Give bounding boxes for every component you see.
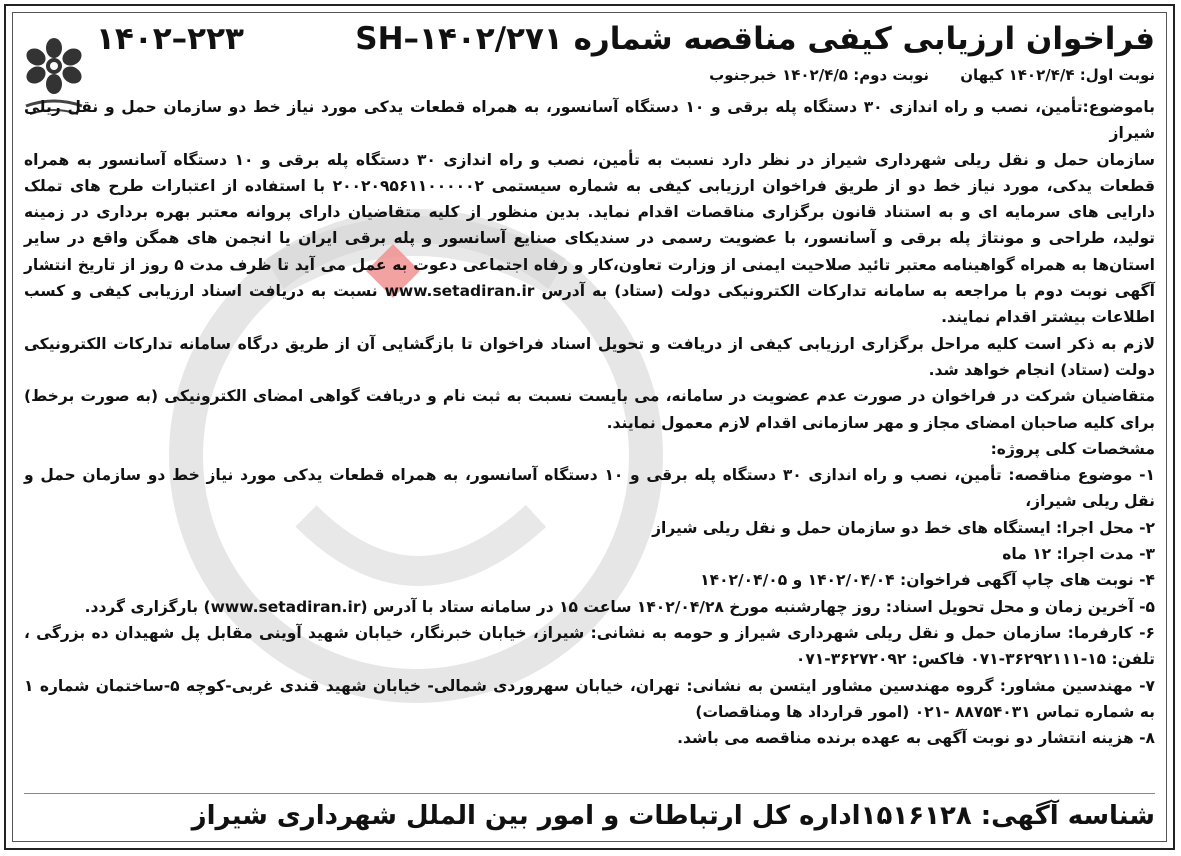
subject-paragraph: باموضوع:تأمین، نصب و راه اندازی ۳۰ دستگاه پله برقی و ۱۰ دستگاه آسانسور، به همراه قطعات یدکی مورد نیاز خط دو سازمان حمل و نقل ریلی شیراز — [24, 98, 1155, 143]
intro-text-end: نسبت به دریافت اسناد ارزیابی کیفی و کسب اطلاعات بیشتر اقدام نمایند. — [24, 282, 1155, 327]
publication-issues — [306, 66, 1155, 90]
announcement-body — [24, 94, 1155, 751]
announcement-frame — [4, 4, 1175, 850]
spec-item: ۱- موضوع مناقصه: تأمین، نصب و راه اندازی ۳۰ دستگاه پله برقی و ۱۰ دستگاه آسانسور، به همراه قطعات یدکی مورد نیاز خط دو سازمان حمل و نقل ریلی شیراز، — [24, 466, 1155, 511]
specs-heading: مشخصات کلی پروژه: — [990, 439, 1155, 458]
second-issue: نوبت دوم: ۱۴۰۲/۴/۵ خبرجنوب — [709, 66, 929, 84]
issuing-organization: اداره کل ارتباطات و امور بین الملل شهرداری شیراز — [191, 801, 861, 831]
spec-item: ۵- آخرین زمان و محل تحویل اسناد: روز چهارشنبه مورخ ۱۴۰۲/۰۴/۲۸ ساعت ۱۵ در سامانه ستاد با آدرس (www.setadiran.ir) بارگزاری گردد. — [84, 597, 1155, 616]
portal-note-paragraph: لازم به ذکر است کلیه مراحل برگزاری ارزیابی کیفی از دریافت و تحویل اسناد فراخوان تا بازگشایی آن از طریق درگاه سامانه تدارکات الکترونیکی دولت (ستاد) انجام خواهد شد. — [24, 334, 1155, 379]
announcement-header — [96, 16, 1155, 62]
spec-item: ۸- هزینه انتشار دو نوبت آگهی به عهده برنده مناقصه می باشد. — [677, 729, 1155, 748]
ad-id: شناسه آگهی: ۱۵۱۶۱۲۸ — [860, 801, 1155, 831]
spec-item: ۳- مدت اجرا: ۱۲ ماه — [1002, 545, 1155, 564]
announcement-title-number: ۱۴۰۲–۲۲۳ — [96, 21, 244, 57]
intro-text: سازمان حمل و نقل ریلی شهرداری شیراز در نظر دارد نسبت به تأمین، نصب و راه اندازی ۳۰ دستگاه پله برقی و ۱۰ دستگاه آسانسور به همراه قطعات یدکی، مورد نیاز خط دو از طریق فراخوان ارزیابی کیفی به شماره سیستمی ۲۰۰۲۰۹۵۶۱۱۰۰۰۰۰۲ با استفاده از اعتبارات طرح های تملک دارایی های سرمایه ای و به استناد قانون برگزاری مناقصات اقدام نماید. بدین منظور از کلیه متقاضیان دارای پروانه معتبر بهره برداری در زمینه تولید، طراحی و مونتاژ پله برقی و آسانسور، با عضویت رسمی در سندیکای صنایع آسانسور و پله برقی ایران یا انجمن های همگن واقع در سایر استان‌ها به همراه گواهینامه معتبر تائید صلاحیت ایمنی از وزارت تعاون،کار و رفاه اجتماعی دعوت به عمل می آید تا ظرف مدت ۵ روز از تاریخ انتشار آگهی نوبت دوم با مراجعه به سامانه تدارکات الکترونیکی دولت (ستاد) به آدرس — [24, 150, 1155, 301]
spec-item: ۲- محل اجرا: ایستگاه های خط دو سازمان حمل و نقل ریلی شیراز — [652, 518, 1155, 537]
announcement-footer — [24, 793, 1155, 838]
spec-item: ۷- مهندسین مشاور: گروه مهندسین مشاور ایتسن به نشانی: تهران، خیابان سهروردی شمالی- خیابان شهید قندی غربی-کوچه ۵-ساختمان شماره ۱ به شماره تماس ۸۸۷۵۴۰۳۱ -۰۲۱ (امور قرارداد ها ومناقصات) — [24, 676, 1155, 721]
registration-note-paragraph: متقاضیان شرکت در فراخوان در صورت عدم عضویت در سامانه، می بایست نسبت به ثبت نام و دریافت گواهی امضای الکترونیکی (به صورت برخط) برای کلیه صاحبان امضای مجاز و مهر سازمانی اقدام لازم معمول نمایند. — [24, 387, 1155, 432]
spec-item: ۶- کارفرما: سازمان حمل و نقل ریلی شهرداری شیراز و حومه به نشانی: شیراز، خیابان خبرنگار، خیابان شهید آوینی مقابل پل شهیدان ده بزرگی ، تلفن: ۱۵-۳۶۲۹۲۱۱۱-۰۷۱ فاکس: ۳۶۲۷۲۰۹۲-۰۷۱ — [24, 623, 1155, 669]
intro-paragraph — [24, 147, 1155, 331]
spec-item: ۴- نوبت های چاپ آگهی فراخوان: ۱۴۰۲/۰۴/۰۴ و ۱۴۰۲/۰۴/۰۵ — [700, 571, 1155, 590]
first-issue: نوبت اول: ۱۴۰۲/۴/۴ کیهان — [960, 66, 1155, 84]
setad-url: www.setadiran.ir — [384, 282, 535, 301]
announcement-title: فراخوان ارزیابی کیفی مناقصه شماره SH–۱۴۰۲/۲۷۱ — [355, 21, 1155, 57]
